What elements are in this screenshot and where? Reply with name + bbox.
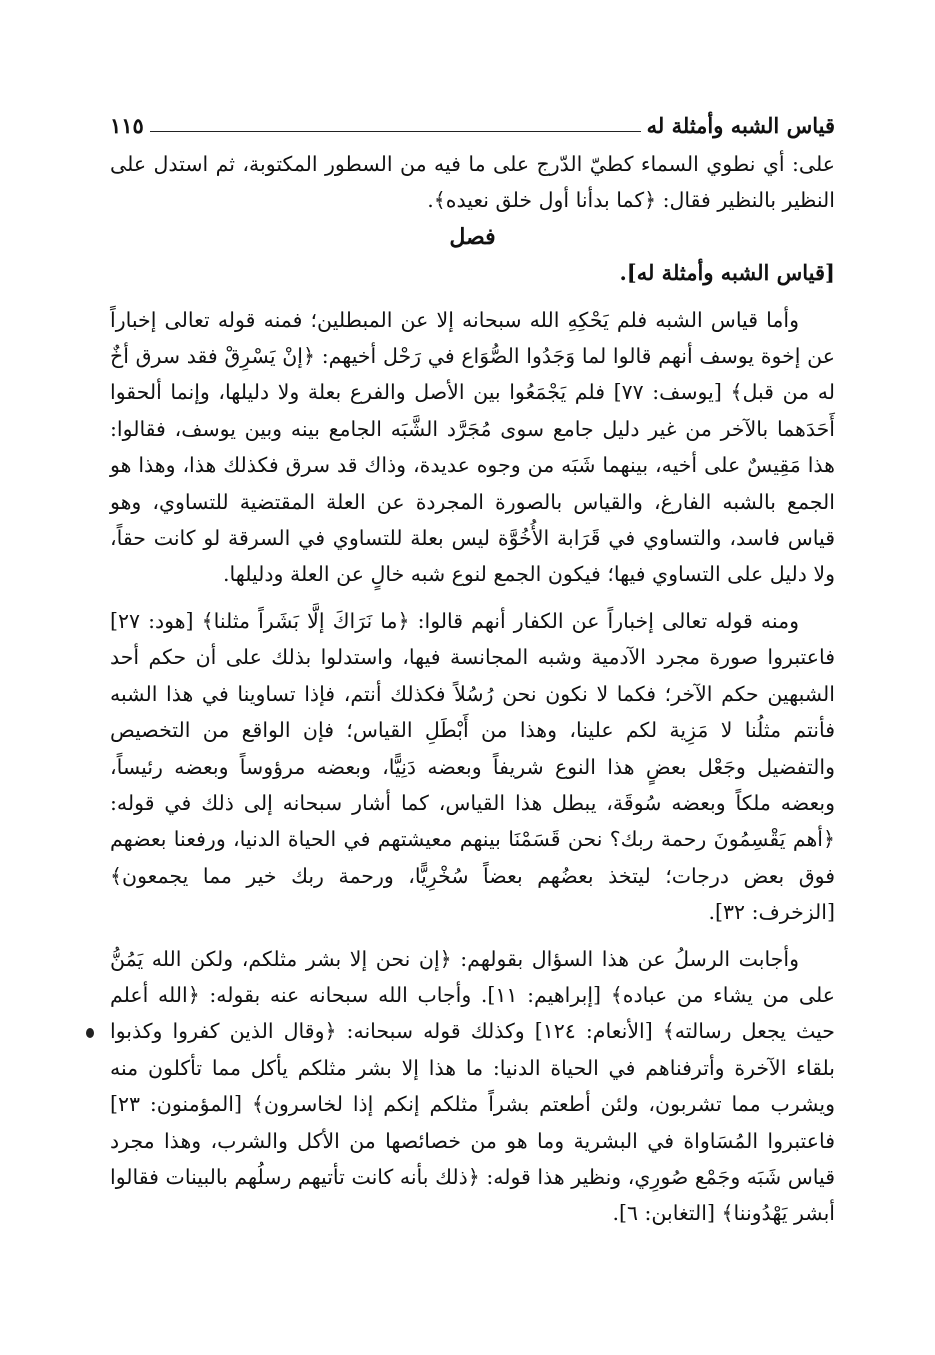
spacer: [110, 593, 835, 603]
header-rule: [150, 131, 641, 132]
spacer: [110, 931, 835, 941]
section-heading: فصل: [449, 223, 496, 250]
spacer: [110, 292, 835, 302]
section-subheading: [قياس الشبه وأمثلة له].: [619, 260, 835, 286]
running-title: قياس الشبه وأمثلة له: [646, 113, 835, 138]
paragraph: ومنه قوله تعالى إخباراً عن الكفار أنهم قالوا: ﴿ما نَرَاكَ إلَّا بَشَراً مثلنا﴾ [هود: ٢٧] فاعتبروا صورة مجرد الآدمية وشبه المجانسة فيها، واستدلوا بذلك على أن حكم أحد الشبهين حكم الآخر؛ فكما لا نكون نحن رُسُلاً فكذلك أنتم، فإذا تساوينا في هذا الشبه فأنتم مثلُنا لا مَزِية لكم علينا، وهذا من أَبْطَلِ القياس؛ فإن الواقع من التخصيص والتفضيل وجَعْل بعضٍ هذا النوع شريفاً وبعضه دَنِيًّا، وبعضه مرؤوساً وبعضه رئيساً، وبعضه ملكاً وبعضه سُوقَة، يبطل هذا القياس، كما أشار سبحانه إلى ذلك في قوله: ﴿أهم يَقْسِمُونَ رحمة ربك؟ نحن قَسَمْنَا بينهم معيشتهم في الحياة الدنيا، ورفعنا بعضهم فوق بعض درجات؛ ليتخذ بعضُهم بعضاً سُخْرِيًّا، ورحمة ربك خير مما يجمعون﴾ [الزخرف: ٣٢].: [110, 608, 835, 925]
paragraph: وأما قياس الشبه فلم يَحْكِهِ الله سبحانه إلا عن المبطلين؛ فمنه قوله تعالى إخباراً عن إخوة يوسف أنهم قالوا لما وَجَدُوا الصُّوَاع في رَحْل أخيهم: ﴿إنْ يَسْرِقْ فقد سرق أخٌ له من قبل﴾ [يوسف: ٧٧] فلم يَجْمَعُوا بين الأصل والفرع بعلة ولا دليلها، وإنما ألحقوا أَحَدَهما بالآخر من غير دليل جامع سوى مُجَرَّد الشَّبَه الجامع بينه وبين يوسف، فقالوا: هذا مَقِيسٌ على أخيه، بينهما شَبَه من وجوه عديدة، وذاك قد سرق فكذلك هذا، وهذا هو الجمع بالشبه الفارغ، والقياس بالصورة المجردة عن العلة المقتضية للتساوي، وهو قياس فاسد، والتساوي في قَرَابة الأُخُوَّة ليس بعلة للتساوي في السرقة لو كانت حقاً، ولا دليل على التساوي فيها؛ فيكون الجمع لنوع شبه خالٍ عن العلة ودليلها.: [110, 307, 835, 587]
paragraph-continuation: على: أي نطوي السماء كطيّ الدّرج على ما فيه من السطور المكتوبة، ثم استدل على النظير بالنظير فقال: ﴿كما بدأنا أول خلق نعيده﴾.: [110, 152, 835, 213]
page-number: ١١٥: [110, 113, 144, 138]
scan-speck: [86, 1028, 94, 1038]
paragraph: وأجابت الرسلُ عن هذا السؤال بقولهم: ﴿إن نحن إلا بشر مثلكم، ولكن الله يَمُنُّ على من يشاء من عباده﴾ [إبراهيم: ١١]. وأجاب الله سبحانه عنه بقوله: ﴿الله أعلم حيث يجعل رسالته﴾ [الأنعام: ١٢٤] وكذلك قوله سبحانه: ﴿وقال الذين كفروا وكذبوا بلقاء الآخرة وأترفناهم في الحياة الدنيا: ما هذا إلا بشر مثلكم يأكل مما تأكلون منه ويشرب مما تشربون، ولئن أطعتم بشراً مثلكم إنكم إذا لخاسرون﴾ [المؤمنون: ٢٣] فاعتبروا المُسَاواة في البشرية وما هو من خصائصها من الأكل والشرب، وهذا مجرد قياس شَبَه وجَمْع صُورِي، ونظير هذا قوله: ﴿ذلك بأنه كانت تأتيهم رسلُهم بالبينات فقالوا أبشر يَهْدُوننا﴾ [التغابن: ٦].: [110, 946, 835, 1226]
page-header: [110, 108, 835, 138]
page-body: [110, 146, 835, 1232]
